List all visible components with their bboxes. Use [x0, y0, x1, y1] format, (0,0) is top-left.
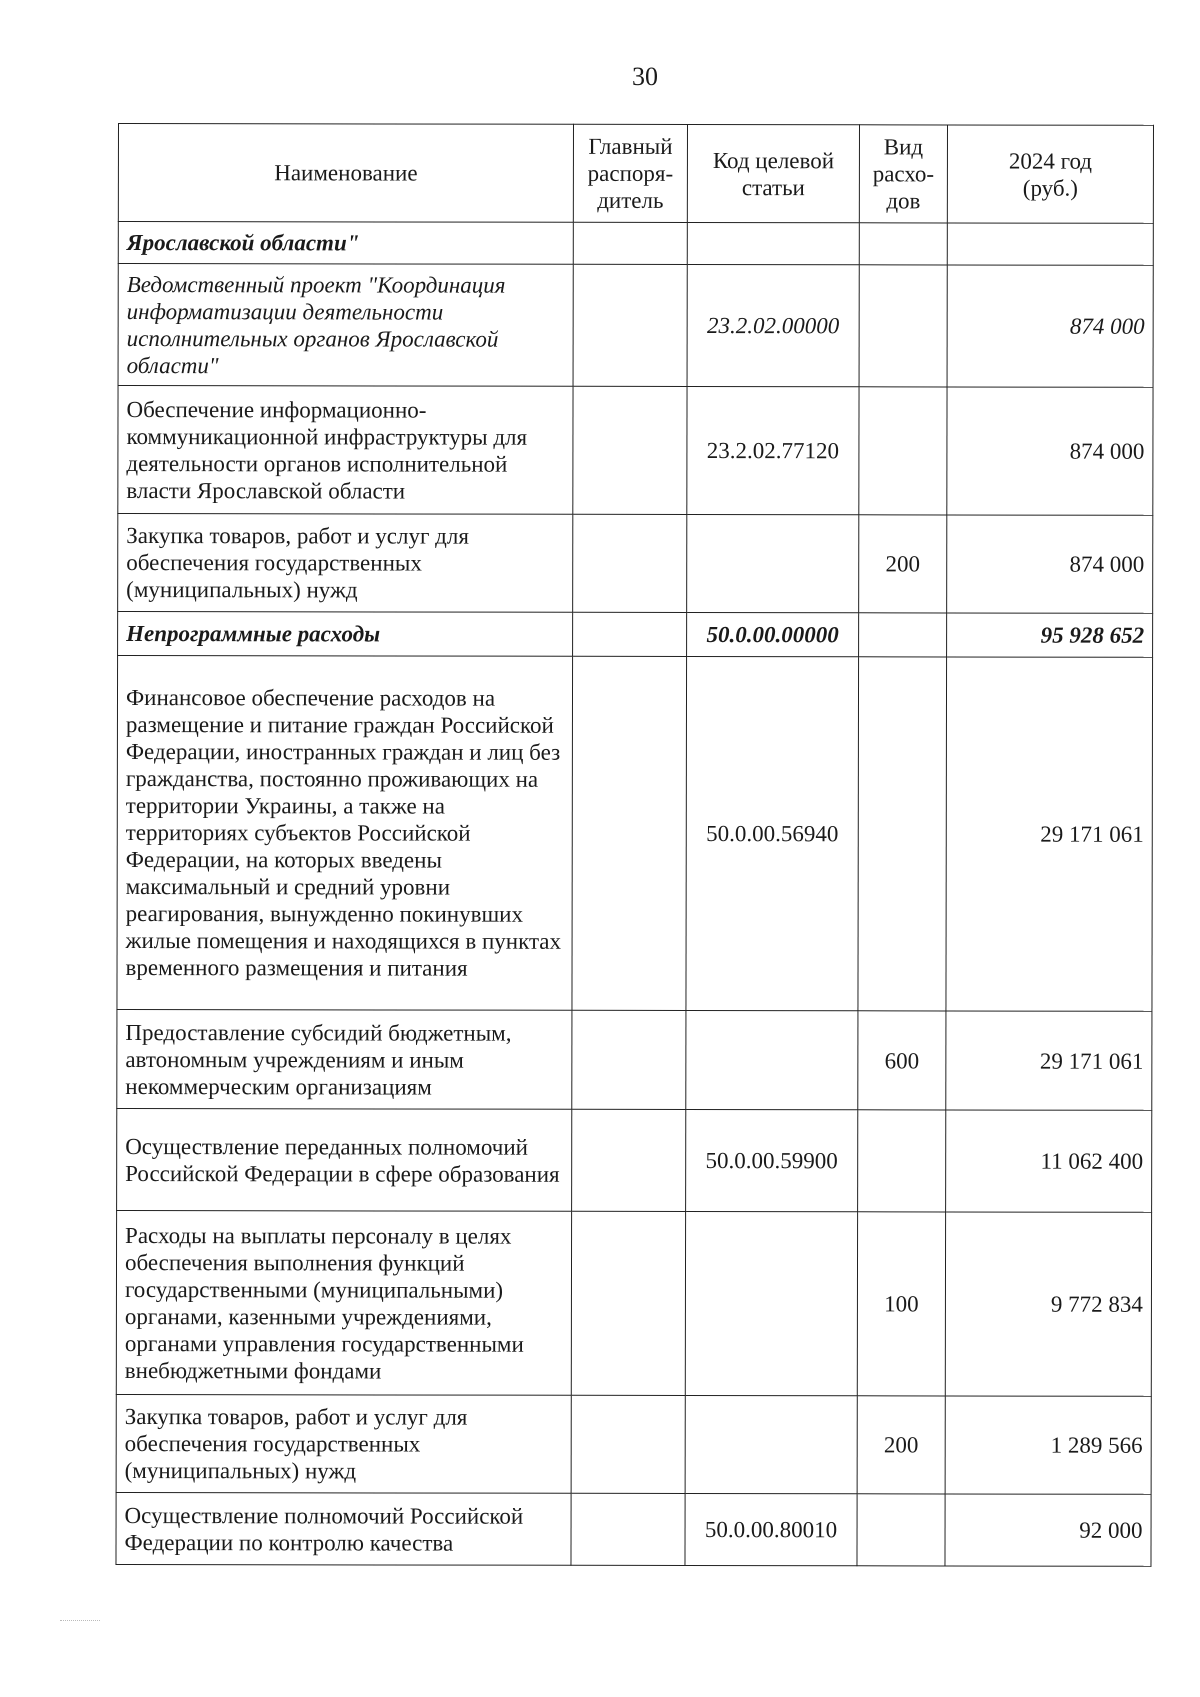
row-code: 23.2.02.00000: [687, 264, 859, 386]
row-amount: 11 062 400: [946, 1110, 1152, 1212]
row-kind: 200: [857, 1396, 945, 1494]
row-manager: [572, 1010, 686, 1109]
row-name: Обеспечение информационно-коммуникационной инфраструктуры для деятельности органов исполнительной власти Ярославской области: [118, 386, 573, 515]
row-kind: [859, 613, 947, 657]
header-kind: Вид расхо- дов: [859, 125, 947, 223]
row-name: Ярославской области": [118, 222, 573, 265]
row-manager: [572, 656, 687, 1010]
row-manager: [573, 514, 687, 612]
row-manager: [573, 386, 687, 514]
row-name: Закупка товаров, работ и услуг для обеспечения государственных (муниципальных) нужд: [118, 514, 573, 613]
row-code: 50.0.00.56940: [686, 656, 859, 1010]
table-header-row: [118, 124, 1153, 224]
row-kind: [859, 387, 947, 515]
row-code: [685, 1211, 857, 1395]
row-amount: [947, 223, 1153, 265]
table-row: [116, 1394, 1151, 1494]
scan-artifact: [60, 1620, 100, 1622]
row-manager: [573, 264, 687, 386]
row-name: Закупка товаров, работ и услуг для обеспечения государственных (муниципальных) нужд: [116, 1394, 571, 1493]
row-code: 23.2.02.77120: [687, 386, 859, 514]
row-amount: 92 000: [945, 1494, 1151, 1566]
table-row: [117, 656, 1153, 1012]
row-manager: [571, 1395, 685, 1493]
table-row: [118, 514, 1153, 614]
row-amount: 874 000: [947, 387, 1153, 515]
row-name: Осуществление переданных полномочий Российской Федерации в сфере образования: [117, 1108, 572, 1211]
row-code: [687, 514, 859, 612]
row-amount: 29 171 061: [946, 657, 1153, 1011]
row-name: Финансовое обеспечение расходов на размещение и питание граждан Российской Федерации, иностранных граждан и лиц без гражданства, постоянно проживающих на территории Украины, а также на территориях субъектов Российской Федерации, на которых введены максимальный и средний уровни реагирования, вынужденно покинувших жилые помещения и находящихся в пунктах временного размещения и питания: [117, 656, 573, 1011]
row-code: 50.0.00.80010: [685, 1493, 857, 1565]
row-name: Расходы на выплаты персоналу в целях обеспечения выполнения функций государственными (муниципальными) органами, казенными учреждениями, органами управления государственными внебюджетными фондами: [116, 1210, 571, 1395]
row-manager: [573, 612, 687, 656]
row-name: Непрограммные расходы: [118, 612, 573, 657]
row-kind: [858, 657, 947, 1011]
header-manager: Главный распоря- дитель: [573, 124, 687, 222]
budget-table: [115, 123, 1154, 1567]
row-amount: 874 000: [947, 515, 1153, 613]
row-manager: [571, 1211, 685, 1395]
table-row: [116, 1210, 1151, 1396]
table-row: [117, 1009, 1152, 1110]
row-kind: 200: [859, 515, 947, 613]
row-code: [685, 1395, 857, 1493]
row-kind: [859, 265, 947, 387]
row-kind: [857, 1494, 945, 1566]
row-kind: 600: [858, 1011, 946, 1110]
row-amount: 95 928 652: [947, 613, 1153, 657]
row-manager: [573, 222, 687, 264]
table-row: [118, 264, 1153, 388]
row-name: Ведомственный проект "Координация информатизации деятельности исполнительных органов Ярославской области": [118, 264, 573, 387]
table-row: [116, 1492, 1151, 1566]
row-name: Предоставление субсидий бюджетным, автономным учреждениям и иным некоммерческим организациям: [117, 1009, 572, 1109]
row-amount: 29 171 061: [946, 1011, 1152, 1110]
header-amount: 2024 год (руб.): [947, 125, 1153, 223]
row-code: [686, 1010, 858, 1109]
row-kind: 100: [857, 1212, 945, 1396]
row-amount: 1 289 566: [945, 1396, 1151, 1494]
row-code: 50.0.00.59900: [686, 1109, 858, 1211]
header-code: Код целевой статьи: [687, 124, 859, 222]
page-number: 30: [632, 62, 658, 91]
row-amount: 874 000: [947, 265, 1153, 387]
row-name: Осуществление полномочий Российской Федерации по контролю качества: [116, 1492, 571, 1565]
table-row: [117, 1108, 1152, 1212]
header-name: Наименование: [118, 124, 573, 223]
row-code: [687, 222, 859, 264]
table-row: [118, 386, 1153, 516]
row-manager: [572, 1109, 686, 1211]
row-kind: [858, 1110, 946, 1212]
table-row: [118, 222, 1153, 266]
row-manager: [571, 1493, 685, 1565]
table-row: [118, 612, 1153, 658]
row-amount: 9 772 834: [945, 1212, 1151, 1396]
row-kind: [859, 223, 947, 265]
row-code: 50.0.00.00000: [687, 612, 859, 656]
